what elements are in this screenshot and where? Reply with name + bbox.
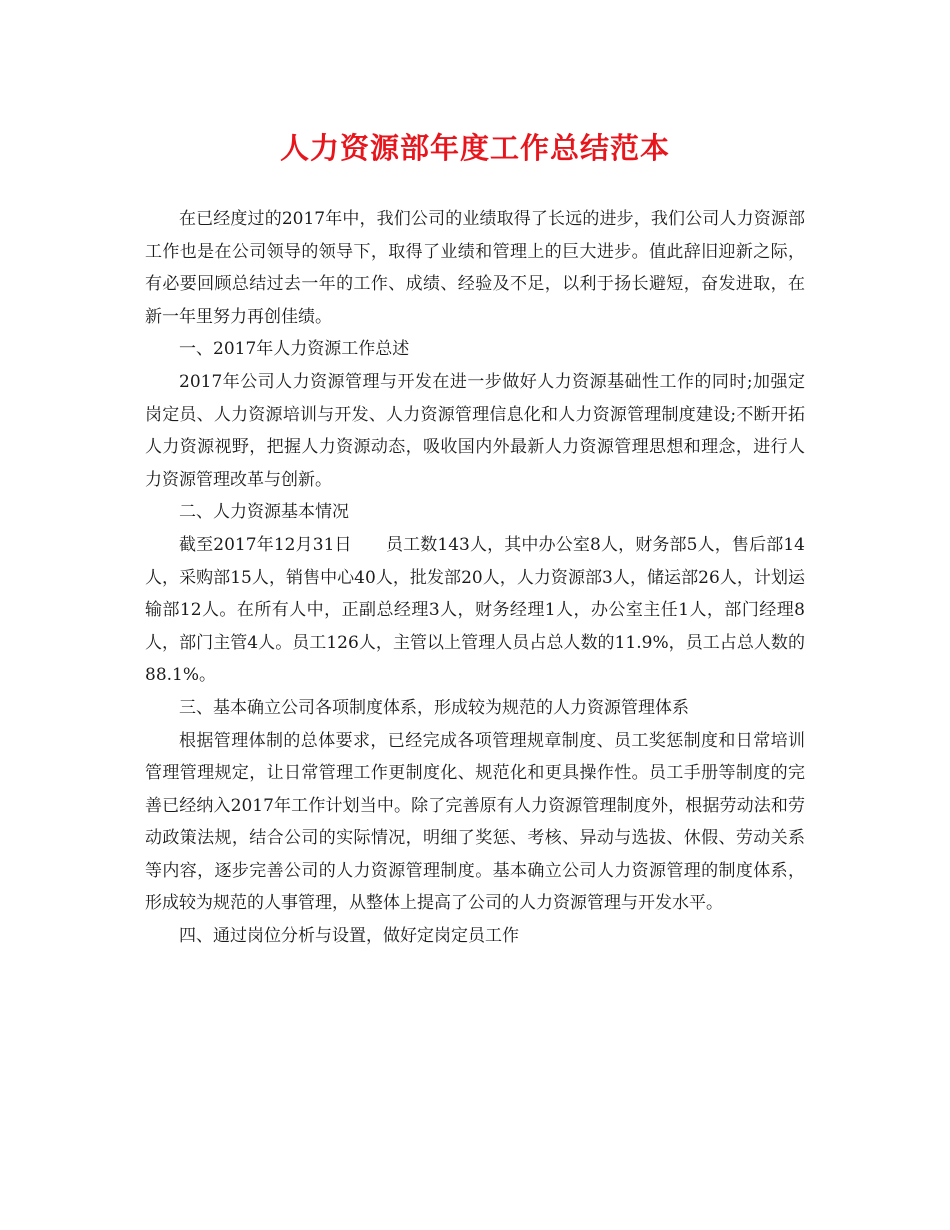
- paragraph-section-2: 截至2017年12月31日 员工数143人，其中办公室8人，财务部5人，售后部14人，采购部15人，销售中心40人，批发部20人，人力资源部3人，储运部26人，计划运输部12人。在所有人中，正副总经理3人，财务经理1人，办公室主任1人，部门经理8人，部门主管4人。员工126人，主管以上管理人员占总人数的11.9%，员工占总人数的88.1%。: [145, 534, 805, 686]
- paragraph-section-3: 根据管理体制的总体要求，已经完成各项管理规章制度、员工奖惩制度和日常培训管理管理规定，让日常管理工作更制度化、规范化和更具操作性。员工手册等制度的完善已经纳入2017年工作计划当中。除了完善原有人力资源管理制度外，根据劳动法和劳动政策法规，结合公司的实际情况，明细了奖惩、考核、异动与选拔、休假、劳动关系等内容，逐步完善公司的人力资源管理制度。基本确立公司人力资源管理的制度体系，形成较为规范的人事管理，从整体上提高了公司的人力资源管理与开发水平。: [145, 730, 805, 914]
- section-heading-1: 一、2017年人力资源工作总述: [179, 339, 410, 360]
- paragraph-intro: 在已经度过的2017年中，我们公司的业绩取得了长远的进步，我们公司人力资源部工作也是在公司领导的领导下，取得了业绩和管理上的巨大进步。值此辞旧迎新之际，有必要回顾总结过去一年的工作、成绩、经验及不足，以利于扬长避短，奋发进取，在新一年里努力再创佳绩。: [145, 209, 805, 327]
- document-body: [145, 203, 805, 953]
- paragraph-section-1: 2017年公司人力资源管理与开发在进一步做好人力资源基础性工作的同时;加强定岗定员、人力资源培训与开发、人力资源管理信息化和人力资源管理制度建设;不断开拓人力资源视野，把握人力资源动态，吸收国内外最新人力资源管理思想和理念，进行人力资源管理改革与创新。: [145, 371, 805, 490]
- section-heading-3: 三、基本确立公司各项制度体系，形成较为规范的人力资源管理体系: [179, 697, 689, 718]
- section-heading-4: 四、通过岗位分析与设置，做好定岗定员工作: [179, 926, 519, 947]
- document-title: 人力资源部年度工作总结范本: [279, 131, 670, 165]
- section-heading-2: 二、人力资源基本情况: [179, 502, 349, 523]
